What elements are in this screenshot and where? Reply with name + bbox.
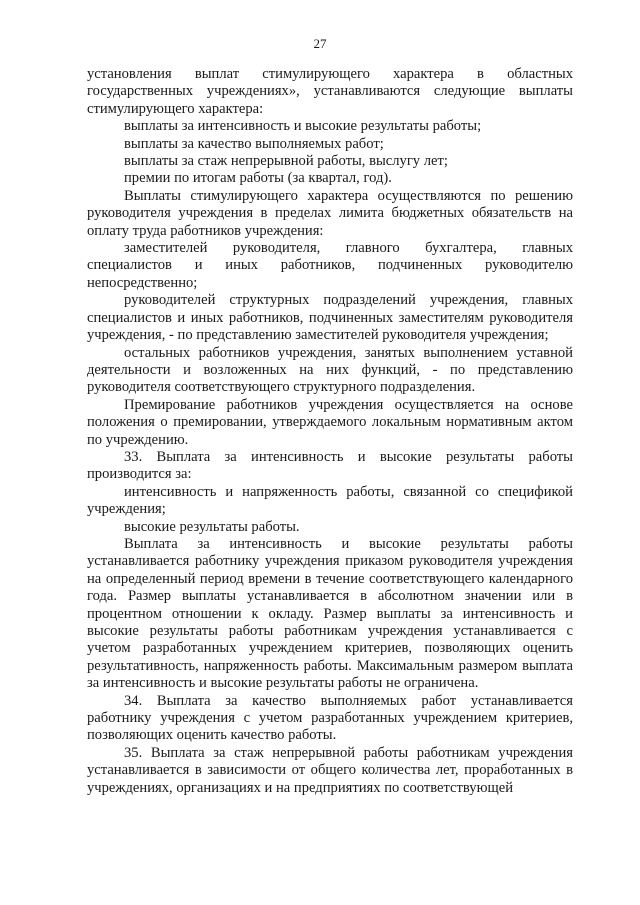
paragraph-bonus-regulation: Премирование работников учреждения осуществляется на основе положения о премировании, утверждаемого локальным нормативным актом по учреждению. — [87, 396, 573, 448]
paragraph-34: 34. Выплата за качество выполняемых работ устанавливается работнику учреждения с учетом разработанных учреждением критериев, позволяющих оценить качество работы. — [87, 692, 573, 744]
paragraph-payment-details: Выплата за интенсивность и высокие результаты работы устанавливается работнику учреждения приказом руководителя учреждения на определенный период времени в течение соответствующего календарного года. Размер выплаты устанавливается в абсолютном значении или в процентном отношении к окладу. Размер выплаты за интенсивность и высокие результаты работы работникам учреждения устанавливается с учетом разработанных учреждением критериев, позволяющих оценить результативность, напряженность работы. Максимальным размером выплата за интенсивность и высокие результаты работы не ограничена. — [87, 535, 573, 692]
list-item-specificity: интенсивность и напряженность работы, связанной со спецификой учреждения; — [87, 483, 573, 518]
paragraph-33: 33. Выплата за интенсивность и высокие результаты работы производится за: — [87, 448, 573, 483]
list-item-unit-heads: руководителей структурных подразделений учреждения, главных специалистов и иных работников, подчиненных заместителям руководителя учреждения, - по представлению заместителей руководителя учреждения; — [87, 292, 573, 344]
paragraph-intro: установления выплат стимулирующего характера в областных государственных учреждениях», устанавливаются следующие выплаты стимулирующего характера: — [87, 66, 573, 117]
list-item-bonuses: премии по итогам работы (за квартал, год). — [124, 170, 392, 187]
list-item-high-results: высокие результаты работы. — [124, 518, 300, 535]
list-item-intensity: выплаты за интенсивность и высокие результаты работы; — [124, 118, 482, 135]
list-item-quality: выплаты за качество выполняемых работ; — [124, 135, 384, 152]
list-item-seniority: выплаты за стаж непрерывной работы, выслугу лет; — [124, 153, 448, 170]
paragraph-decision: Выплаты стимулирующего характера осуществляются по решению руководителя учреждения в пределах лимита бюджетных обязательств на оплату труда работников учреждения: — [87, 187, 573, 239]
page-number: 27 — [313, 36, 327, 51]
list-item-other-staff: остальных работников учреждения, занятых выполнением уставной деятельности и возложенных на них функций, - по представлению руководителя соответствующего структурного подразделения. — [87, 344, 573, 396]
list-item-deputies: заместителей руководителя, главного бухгалтера, главных специалистов и иных работников, подчиненных руководителю непосредственно; — [87, 240, 573, 291]
document-body — [87, 66, 573, 797]
paragraph-35: 35. Выплата за стаж непрерывной работы работникам учреждения устанавливается в зависимости от общего количества лет, проработанных в учреждениях, организациях и на предприятиях по соответствующей — [87, 744, 573, 796]
